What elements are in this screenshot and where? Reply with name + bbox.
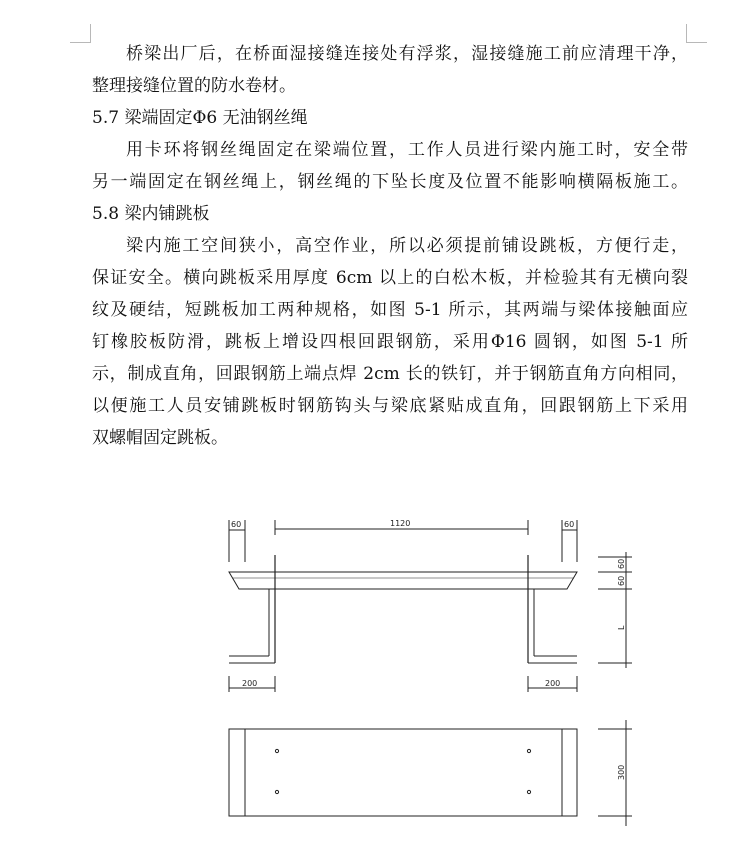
section-heading-5-7: 5.7 梁端固定Φ6 无油钢丝绳 <box>92 108 308 128</box>
paragraph-line: 保证安全。横向跳板采用厚度 6cm 以上的白松木板，并检验其有无横向裂 <box>92 268 688 288</box>
paragraph-line: 示，制成直角，回跟钢筋上端点焊 2cm 长的铁钉，并于钢筋直角方向相同， <box>92 364 688 384</box>
paragraph-line: 整理接缝位置的防水卷材。 <box>92 76 296 96</box>
page-corner-mark-top-left <box>70 24 91 43</box>
dim-right-bottom: 200 <box>545 679 561 688</box>
board-elevation <box>229 555 577 663</box>
dim-right-v3: L <box>617 625 626 630</box>
paragraph-line: 钉橡胶板防滑，跳板上增设四根回跟钢筋，采用Φ16 圆钢，如图 5-1 所 <box>92 332 688 352</box>
bottom-dimensions <box>229 676 577 692</box>
document-body <box>92 38 688 454</box>
paragraph-line: 梁内施工空间狭小，高空作业，所以必须提前铺设跳板，方便行走， <box>126 236 688 256</box>
dim-right-top: 60 <box>564 520 575 529</box>
board-plan-view <box>229 729 577 816</box>
page-corner-mark-top-right <box>686 24 707 43</box>
dim-span: 1120 <box>390 519 411 528</box>
paragraph-line: 双螺帽固定跳板。 <box>92 428 228 448</box>
paragraph-line: 以便施工人员安铺跳板时钢筋钩头与梁底紧贴成直角，回跟钢筋上下采用 <box>92 396 688 416</box>
section-heading-5-8: 5.8 梁内铺跳板 <box>92 204 210 224</box>
dim-left-bottom: 200 <box>242 679 258 688</box>
paragraph-line: 桥梁出厂后，在桥面湿接缝连接处有浮浆，湿接缝施工前应清理干净， <box>126 44 688 64</box>
top-dimensions <box>229 519 577 562</box>
paragraph-line: 纹及硬结，短跳板加工两种规格，如图 5-1 所示，其两端与梁体接触面应 <box>92 300 688 320</box>
dim-plan-height: 300 <box>617 764 626 780</box>
right-vertical-dimensions <box>598 552 632 668</box>
scaffold-board-figure <box>0 500 756 844</box>
paragraph-line: 用卡环将钢丝绳固定在梁端位置，工作人员进行梁内施工时，安全带 <box>126 140 688 160</box>
dim-right-v1: 60 <box>617 558 626 569</box>
dim-left-top: 60 <box>231 520 242 529</box>
dim-right-v2: 60 <box>617 575 626 586</box>
plan-height-dimension <box>598 720 632 826</box>
paragraph-line: 另一端固定在钢丝绳上，钢丝绳的下坠长度及位置不能影响横隔板施工。 <box>92 172 688 192</box>
